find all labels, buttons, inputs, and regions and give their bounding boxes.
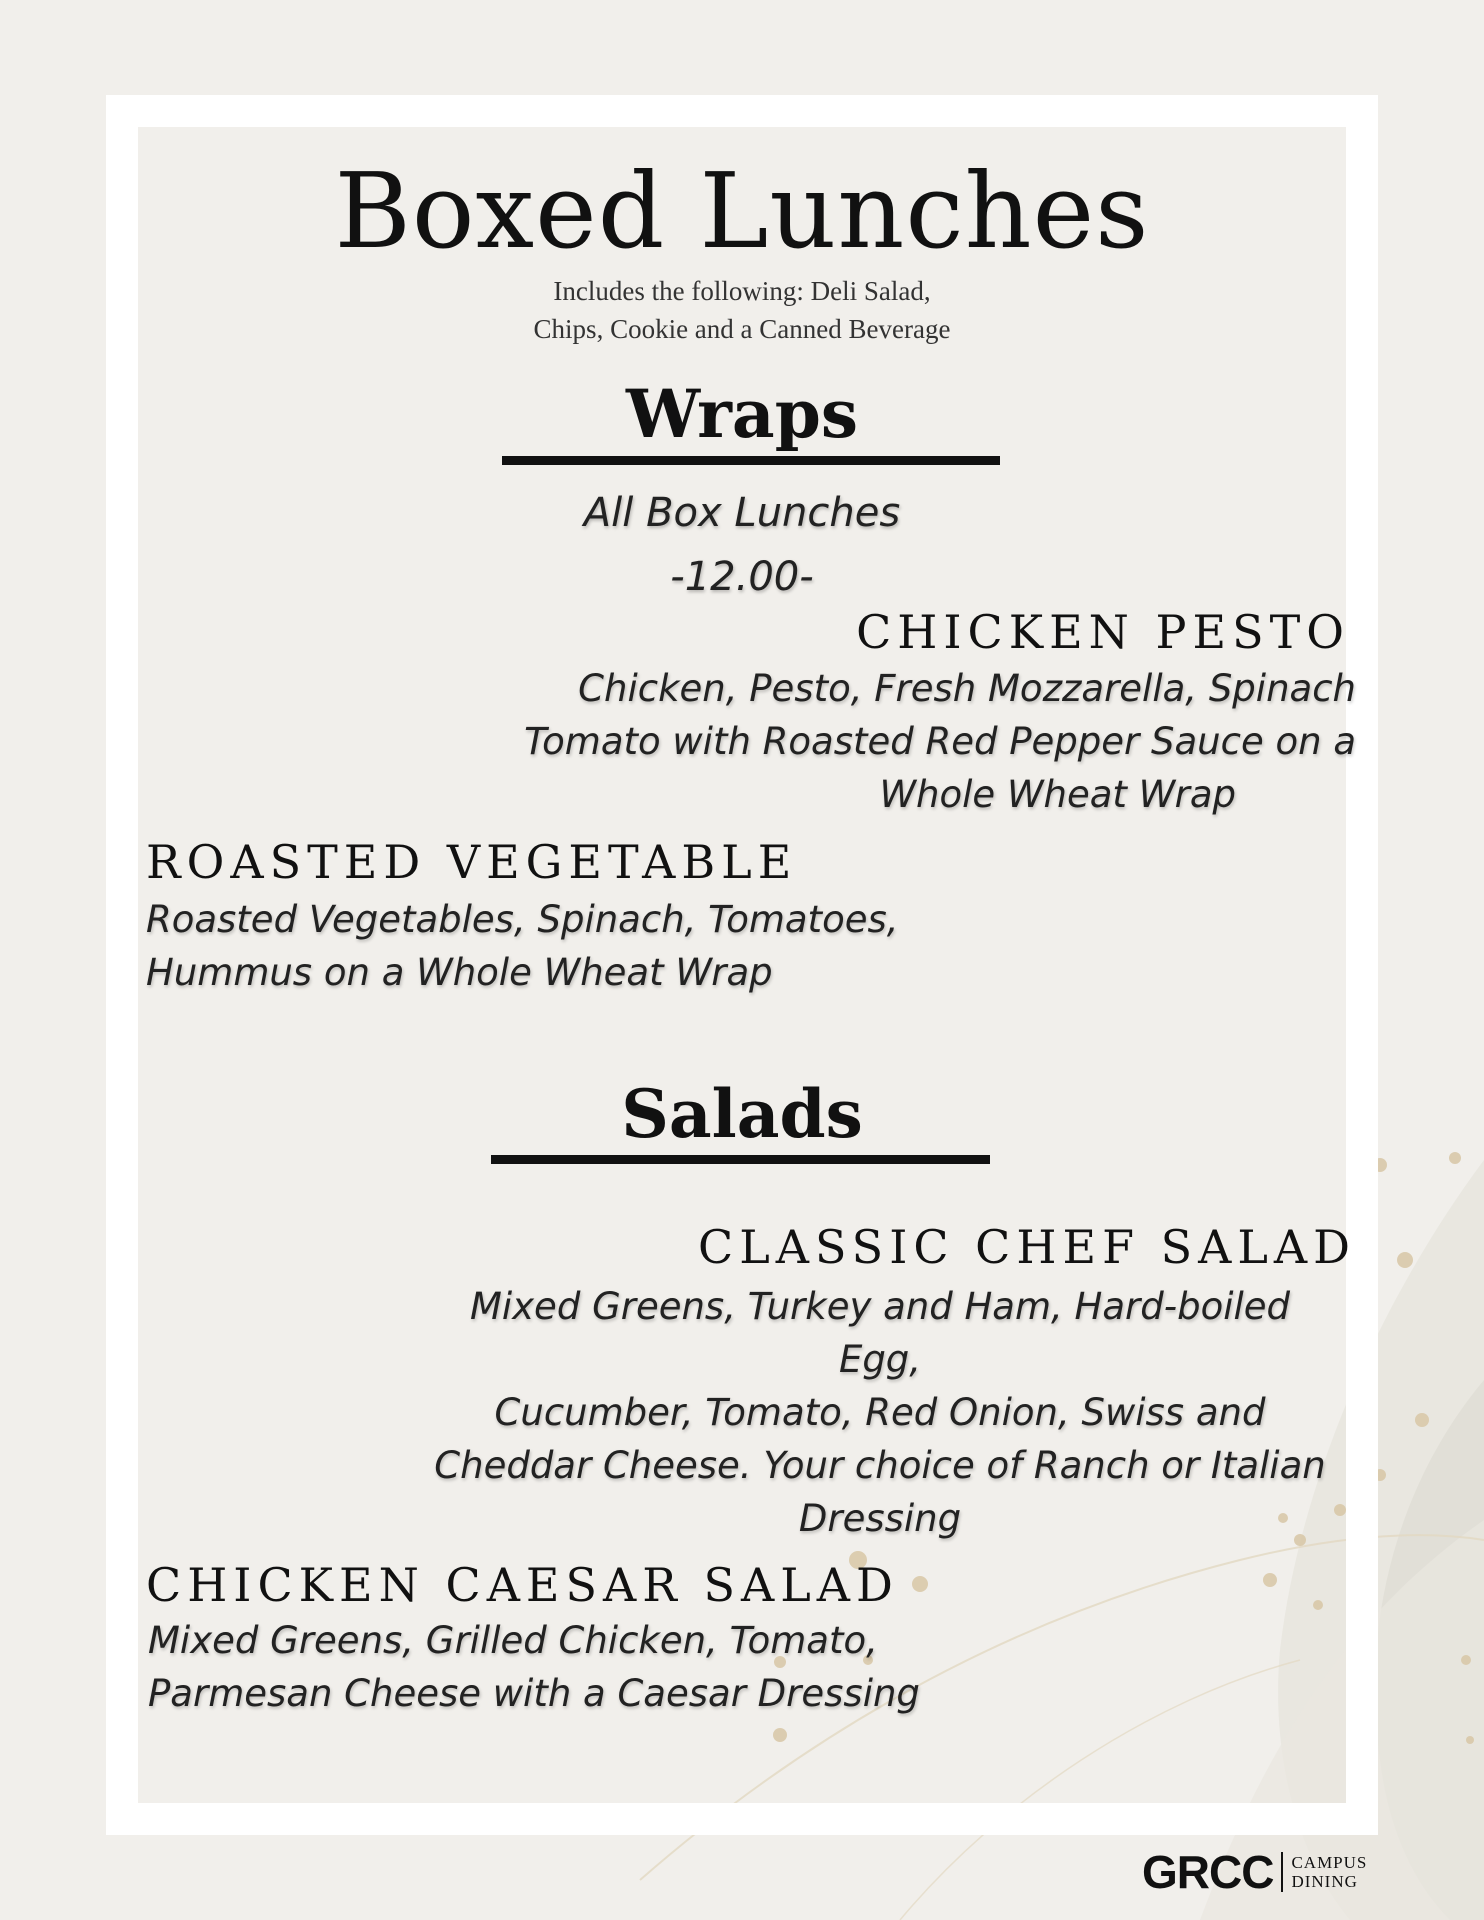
description-line: Cheddar Cheese. Your choice of Ranch or Italian xyxy=(434,1444,1326,1487)
menu-item-description xyxy=(456,662,1356,821)
section-title-wraps: Wraps xyxy=(626,375,858,453)
description-line: Hummus on a Whole Wheat Wrap xyxy=(146,951,773,994)
page-subtitle xyxy=(0,272,1484,348)
menu-item-name: CHICKEN PESTO xyxy=(856,605,1350,659)
menu-item-name: CLASSIC CHEF SALAD xyxy=(698,1220,1356,1274)
logo-subtitle-line: DINING xyxy=(1291,1872,1358,1891)
page-title: Boxed Lunches xyxy=(334,150,1150,272)
description-line: Whole Wheat Wrap xyxy=(879,773,1236,816)
section-divider xyxy=(502,456,1000,465)
price-label: All Box Lunches xyxy=(583,490,901,536)
menu-item-name: ROASTED VEGETABLE xyxy=(146,835,798,889)
logo-subtitle xyxy=(1291,1853,1367,1891)
logo-divider xyxy=(1281,1852,1283,1892)
description-line: Cucumber, Tomato, Red Onion, Swiss and xyxy=(494,1391,1266,1434)
description-line: Dressing xyxy=(798,1497,962,1540)
description-line: Mixed Greens, Turkey and Ham, Hard-boiled Egg, xyxy=(469,1285,1291,1381)
description-line: Chicken, Pesto, Fresh Mozzarella, Spinach xyxy=(578,667,1356,710)
description-line: Roasted Vegetables, Spinach, Tomatoes, xyxy=(146,898,899,941)
grcc-campus-dining-logo xyxy=(1142,1845,1367,1899)
section-divider xyxy=(491,1155,990,1164)
menu-item-description xyxy=(146,893,1046,999)
price-value: -12.00- xyxy=(670,554,814,600)
menu-item-name: CHICKEN CAESAR SALAD xyxy=(146,1558,899,1612)
menu-item-description xyxy=(148,1614,1048,1720)
section-title-salads: Salads xyxy=(621,1075,863,1153)
logo-subtitle-line: CAMPUS xyxy=(1291,1853,1368,1872)
subtitle-line: Chips, Cookie and a Canned Beverage xyxy=(533,314,951,344)
description-line: Parmesan Cheese with a Caesar Dressing xyxy=(148,1672,920,1715)
description-line: Mixed Greens, Grilled Chicken, Tomato, xyxy=(148,1619,878,1662)
menu-item-description xyxy=(430,1280,1330,1545)
logo-wordmark: GRCC xyxy=(1142,1846,1274,1898)
subtitle-line: Includes the following: Deli Salad, xyxy=(553,276,931,306)
description-line: Tomato with Roasted Red Pepper Sauce on a xyxy=(524,720,1356,763)
